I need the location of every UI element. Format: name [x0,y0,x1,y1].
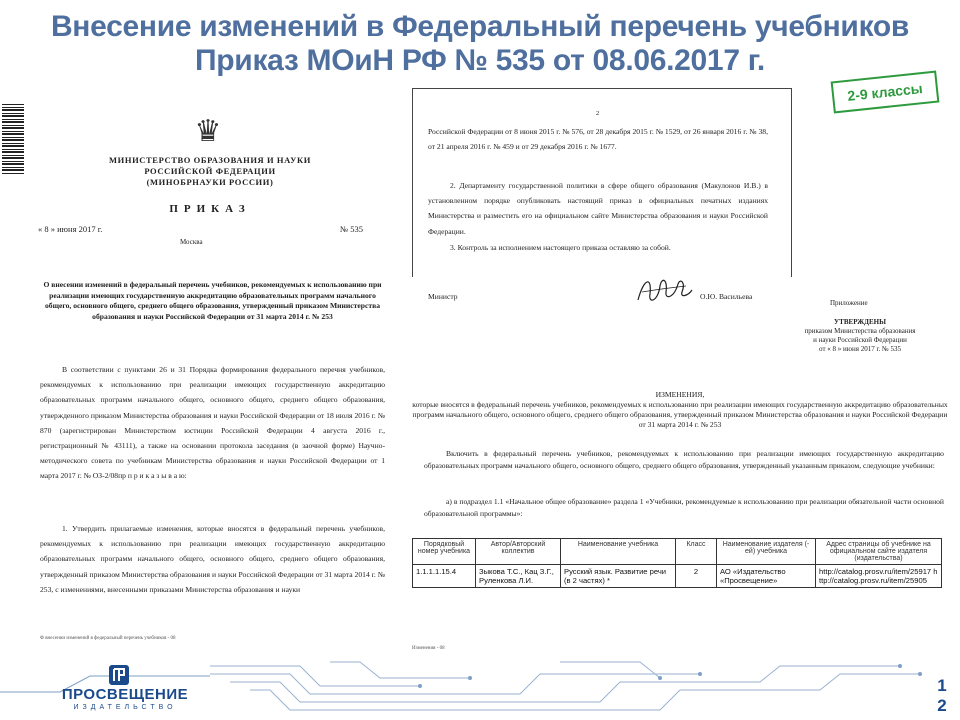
table-header-cell: Наименование учебника [561,539,676,565]
order-page-2-paragraph-1: Российской Федерации от 8 июня 2015 г. № 576, от 28 декабря 2015 г. № 1529, от 26 января 2016 г. № 38, от 21 апреля 2016 г. № 459 и от 29 декабря 2016 г. № 1677. [428,127,768,152]
table-header-cell: Адрес страницы об учебнике на официальном сайте издателя (издательства) [816,539,942,565]
order-page-2-paragraph-2: 2. Департаменту государственной политики в сфере общего образования (Макулонов И.В.) в установленном порядке опубликовать настоящий приказ в официальных печатных изданиях Министерства и разместить его на официальном сайте Министерства образования и науки Российской Федерации. [428,181,768,236]
table-header-row [413,539,942,565]
textbook-table [412,538,942,588]
order-city: Москва [180,238,203,246]
order-page-1-footer: Ф внесении изменений в федеральный перечень учебников - 08 [40,636,176,641]
changes-heading: ИЗМЕНЕНИЯ, которые вносятся в федеральный перечень учебников, рекомендуемых к использованию при реализации имеющих государственную аккредитацию образовательных программ начального общего, основного общего, среднего общего образования, утвержденный приказом Министерства образования и науки Российской Федерации от 31 марта 2014 г. № 253 [412,390,948,429]
slide-page-number: 1 2 [937,676,947,715]
table-header-cell: Автор/Авторский коллектив [476,539,561,565]
table-cell: 2 [676,565,717,588]
order-page-2-paragraph-3: 3. Контроль за исполнением настоящего приказа оставляю за собой. [450,243,671,252]
order-body-paragraph-2: 1. Утвердить прилагаемые изменения, которые вносятся в федеральный перечень учебников, рекомендуемых к использованию при реализации имеющих государственную аккредитацию образовательных программ начального общего, основного общего, среднего общего образования, утвержденный приказом Министерства образования и науки Российской Федерации от 31 марта 2014 г. № 253, с изменениями, внесенными приказами Министерства образования и науки [40,524,385,594]
table-header-cell: Наименование издателя (-ей) учебника [717,539,816,565]
order-date: « 8 » июня 2017 г. [38,224,103,234]
table-row [413,565,942,588]
prosveshchenie-logo-icon [108,664,130,686]
approval-block: УТВЕРЖДЕНЫ приказом Министерства образования и науки Российской Федерации от « 8 » июня 2017 г. № 535 [804,318,916,353]
order-number: № 535 [340,224,363,234]
table-cell: АО «Издательство «Просвещение» [717,565,816,588]
order-word: ПРИКАЗ [169,203,251,215]
table-cell: 1.1.1.1.15.4 [413,565,476,588]
publisher-logo-name: ПРОСВЕЩЕНИЕ [61,686,189,703]
grades-badge: 2-9 классы [831,71,940,114]
publisher-logo-subtitle: ИЗДАТЕЛЬСТВО [73,704,177,711]
coat-of-arms-icon: ♛ [194,115,222,148]
order-page-2-number: 2 [596,110,600,117]
table-header-cell: Порядковый номер учебника [413,539,476,565]
table-header-cell: Класс [676,539,717,565]
barcode-icon [2,104,24,174]
signer-name: О.Ю. Васильева [700,292,753,301]
ministry-heading: МИНИСТЕРСТВО ОБРАЗОВАНИЯ И НАУКИ РОССИЙСКОЙ ФЕДЕРАЦИИ (МИНОБРНАУКИ РОССИИ) [109,155,311,187]
include-item: а) в подраздел 1.1 «Начальное общее образование» раздела 1 «Учебники, рекомендуемые к использованию при реализации обязательной части основной образовательной программы»: [424,497,944,518]
table-cell: Русский язык. Развитие речи (в 2 частях) * [561,565,676,588]
table-cell: http://catalog.prosv.ru/item/25917 http://catalog.prosv.ru/item/25905 [816,565,942,588]
order-subject: О внесении изменений в федеральный перечень учебников, рекомендуемых к использованию при реализации имеющих государственную аккредитацию образовательных программ начального общего, основного общего, среднего общего образования, утвержденный приказом Министерства образования и науки Российской Федерации от 31 марта 2014 г. № 253 [43,280,382,321]
minister-title: Министр [428,292,458,301]
slide-title-line1: Внесение изменений в Федеральный перечень учебников [50,10,910,43]
appendix-footer: Изменения - 08 [412,646,445,651]
table-cell: Зыкова Т.С., Кац З.Г., Руленкова Л.И. [476,565,561,588]
appendix-label: Приложение [830,299,868,307]
slide-title-line2: Приказ МОиН РФ № 535 от 08.06.2017 г. [195,44,765,77]
include-paragraph: Включить в федеральный перечень учебников, рекомендуемых к использованию при реализации имеющих государственную аккредитацию образовательных программ начального общего, основного общего, среднего общего образования, утвержденный указанным приказом, следующие учебники: [424,449,944,470]
order-body-paragraph-1: В соответствии с пунктами 26 и 31 Порядка формирования федерального перечня учебников, рекомендуемых к использованию при реализации имеющих государственную аккредитацию образовательных программ начального общего, основного общего, среднего общего образования, утвержденного приказом Министерства образования и науки Российской Федерации от 18 июля 2016 г. № 870 (зарегистрирован Министерством юстиции Российской Федерации 4 августа 2016 г., регистрационный № 43111), а также на основании протокола заседания (в заочной форме) Научно-методического совета по учебникам Министерства образования и науки Российской Федерации от 1 марта 2017 г. № ОЗ-2/08пр п р и к а з ы в а ю: [40,365,385,481]
